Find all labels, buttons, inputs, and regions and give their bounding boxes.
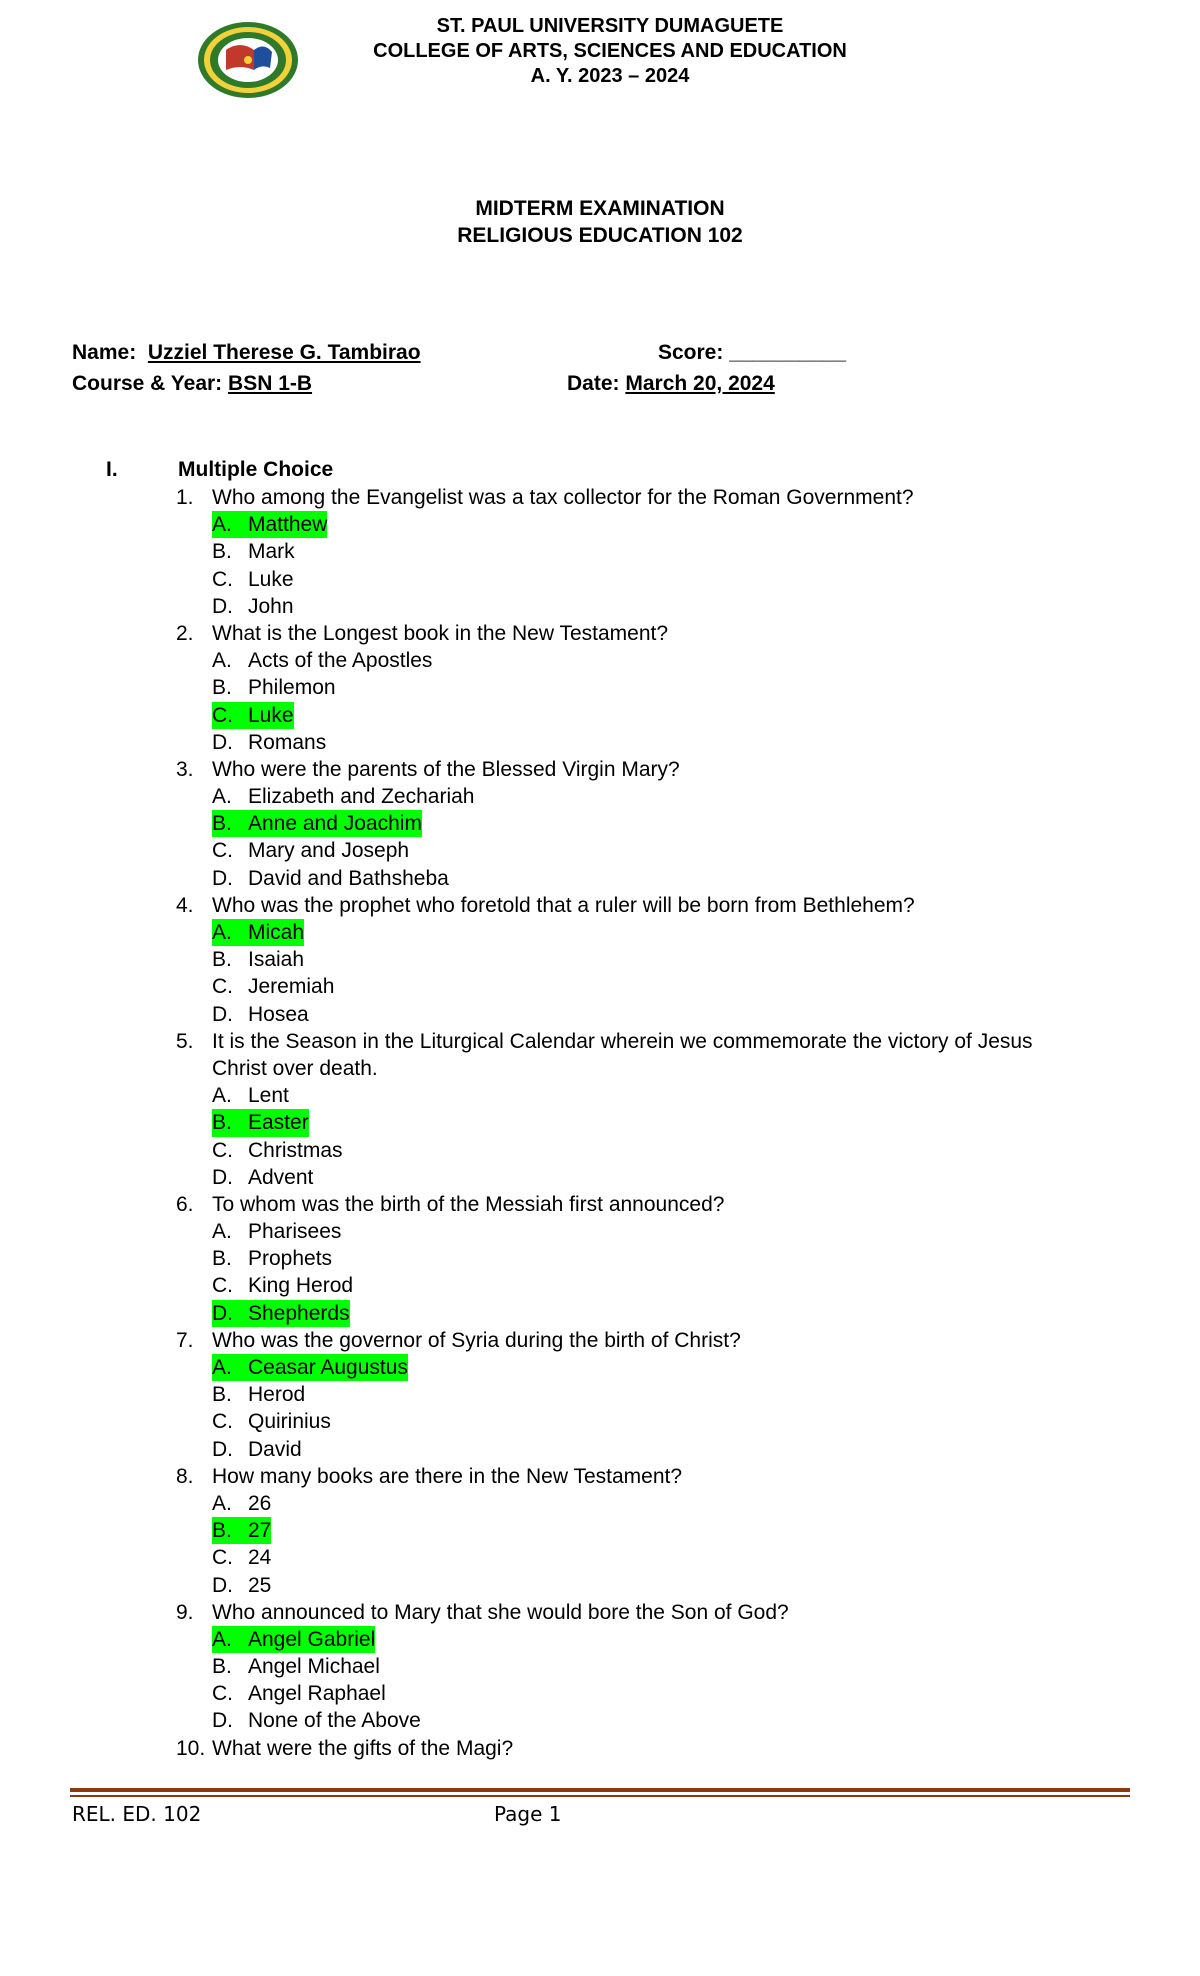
option-letter: C. — [212, 839, 233, 863]
option-letter: A. — [212, 1356, 232, 1380]
option-text: 27 — [248, 1519, 272, 1543]
footer-rule — [70, 1788, 1130, 1792]
option-letter: A. — [212, 1220, 232, 1244]
question-number: 2. — [176, 621, 194, 645]
answer-option — [0, 837, 1200, 864]
question-3 — [0, 756, 1200, 783]
course-label: Course & Year: — [72, 372, 223, 395]
answer-option-line — [212, 593, 294, 620]
option-letter: C. — [212, 567, 233, 591]
question-2 — [0, 620, 1200, 647]
answer-option — [0, 1707, 1200, 1734]
answer-option-line — [212, 1137, 343, 1164]
question-text: Who among the Evangelist was a tax collector for the Roman Government? — [212, 486, 914, 509]
option-letter: B. — [212, 1519, 232, 1543]
option-text: King Herod — [248, 1274, 354, 1298]
exam-title-block — [0, 195, 1200, 249]
option-text: John — [248, 594, 294, 618]
score-label: Score: — [658, 341, 724, 364]
question-number: 10. — [176, 1736, 206, 1760]
option-text: Isaiah — [248, 948, 305, 972]
answer-option-line — [212, 1218, 341, 1245]
answer-option — [0, 1653, 1200, 1680]
course-field — [72, 369, 312, 399]
option-letter: B. — [212, 1383, 232, 1407]
date-value: March 20, 2024 — [625, 372, 775, 395]
answer-option — [0, 919, 1200, 946]
option-letter: D. — [212, 1573, 233, 1597]
question-text: Who was the prophet who foretold that a ruler will be born from Bethlehem? — [212, 893, 915, 917]
selected-answer-highlight — [212, 1354, 408, 1381]
question-number: 6. — [176, 1192, 194, 1216]
option-text: Easter — [248, 1111, 309, 1135]
exam-subject: RELIGIOUS EDUCATION 102 — [457, 224, 743, 247]
option-letter: D. — [212, 594, 233, 618]
option-text: Ceasar Augustus — [248, 1356, 408, 1380]
question-1 — [0, 484, 1200, 511]
answer-option-line — [212, 1572, 271, 1599]
option-text: Acts of the Apostles — [248, 649, 433, 673]
answer-option-line — [212, 1245, 332, 1272]
question-text: To whom was the birth of the Messiah first announced? — [212, 1192, 725, 1216]
option-letter: A. — [212, 1627, 232, 1651]
selected-answer-highlight — [212, 1517, 271, 1544]
answer-option — [0, 1626, 1200, 1653]
answer-option-line — [212, 1490, 271, 1517]
date-field — [567, 369, 775, 399]
option-text: Luke — [248, 567, 294, 591]
option-text: Jeremiah — [248, 975, 335, 999]
option-letter: D. — [212, 866, 233, 890]
answer-option-line — [212, 837, 409, 864]
exam-title: MIDTERM EXAMINATION — [475, 197, 725, 220]
question-number: 5. — [176, 1029, 194, 1053]
answer-option — [0, 1436, 1200, 1463]
answer-option — [0, 1218, 1200, 1245]
answer-option — [0, 1572, 1200, 1599]
question-text: Who was the governor of Syria during the birth of Christ? — [212, 1328, 741, 1352]
answer-option-line — [212, 566, 294, 593]
option-text: Angel Gabriel — [248, 1627, 376, 1651]
name-field — [72, 338, 421, 368]
option-text: Elizabeth and Zechariah — [248, 785, 475, 809]
option-letter: C. — [212, 1546, 233, 1570]
question-number: 9. — [176, 1600, 194, 1624]
answer-option-line — [212, 1164, 313, 1191]
option-letter: A. — [212, 1491, 232, 1515]
option-letter: C. — [212, 1682, 233, 1706]
question-text: Who announced to Mary that she would bore the Son of God? — [212, 1600, 789, 1624]
option-text: None of the Above — [248, 1709, 421, 1733]
selected-answer-highlight — [212, 810, 422, 837]
question-number: 3. — [176, 757, 194, 781]
question-text: What were the gifts of the Magi? — [212, 1736, 514, 1760]
option-letter: B. — [212, 812, 232, 836]
answer-option — [0, 647, 1200, 674]
question-text: Who were the parents of the Blessed Virgin Mary? — [212, 757, 680, 781]
option-text: Micah — [248, 921, 305, 944]
answer-option — [0, 702, 1200, 729]
answer-option — [0, 729, 1200, 756]
option-text: Mary and Joseph — [248, 839, 410, 863]
option-text: Lent — [248, 1084, 289, 1108]
institution-name: ST. PAUL UNIVERSITY DUMAGUETE — [436, 15, 784, 37]
course-value: BSN 1-B — [228, 372, 313, 395]
option-text: 25 — [248, 1573, 272, 1597]
answer-option — [0, 973, 1200, 1000]
answer-option — [0, 1408, 1200, 1435]
institution-header — [330, 14, 890, 89]
question-list — [0, 484, 1200, 1762]
selected-answer-highlight — [212, 511, 327, 538]
score-field — [658, 338, 846, 368]
option-text: 24 — [248, 1546, 272, 1570]
answer-option-line — [212, 674, 336, 701]
answer-option — [0, 783, 1200, 810]
option-letter: B. — [212, 540, 232, 564]
answer-option-line — [212, 1408, 331, 1435]
answer-option — [0, 810, 1200, 837]
question-8 — [0, 1463, 1200, 1490]
option-text: Herod — [248, 1383, 306, 1407]
answer-option — [0, 593, 1200, 620]
question-6 — [0, 1191, 1200, 1218]
option-text: Shepherds — [248, 1301, 350, 1325]
answer-option-line — [212, 946, 304, 973]
option-letter: C. — [212, 975, 233, 999]
answer-option — [0, 1082, 1200, 1109]
section-title: Multiple Choice — [178, 458, 334, 481]
option-text: David — [248, 1437, 302, 1461]
option-letter: D. — [212, 1709, 233, 1733]
footer-rule-thin — [70, 1795, 1130, 1797]
option-letter: C. — [212, 1410, 233, 1434]
answer-option-line — [212, 729, 326, 756]
answer-option — [0, 538, 1200, 565]
answer-option — [0, 946, 1200, 973]
option-letter: B. — [212, 948, 232, 972]
question-number: 7. — [176, 1328, 194, 1352]
option-letter: B. — [212, 676, 232, 700]
answer-option — [0, 1354, 1200, 1381]
option-text: Angel Michael — [248, 1655, 380, 1679]
question-9 — [0, 1599, 1200, 1626]
answer-option — [0, 1137, 1200, 1164]
answer-option — [0, 511, 1200, 538]
answer-option — [0, 1300, 1200, 1327]
question-text: It is the Season in the Liturgical Calendar wherein we commemorate the victory of Jesus Christ over death. — [212, 1029, 1033, 1080]
answer-option-line — [212, 1680, 386, 1707]
option-text: Matthew — [248, 513, 328, 537]
footer-course-code: REL. ED. 102 — [72, 1802, 202, 1826]
question-text: What is the Longest book in the New Testament? — [212, 621, 669, 645]
question-10 — [0, 1735, 1200, 1762]
question-number: 8. — [176, 1464, 194, 1488]
answer-option — [0, 865, 1200, 892]
university-seal-icon — [192, 20, 304, 100]
option-letter: A. — [212, 513, 232, 537]
answer-option-line — [212, 1653, 380, 1680]
option-text: Christmas — [248, 1138, 343, 1162]
question-text: How many books are there in the New Testament? — [212, 1464, 683, 1488]
option-text: Prophets — [248, 1247, 333, 1271]
selected-answer-highlight — [212, 919, 304, 946]
option-text: Angel Raphael — [248, 1682, 386, 1706]
answer-option-line — [212, 1272, 353, 1299]
option-letter: D. — [212, 1002, 233, 1026]
answer-option — [0, 1245, 1200, 1272]
option-text: Hosea — [248, 1002, 309, 1026]
answer-option-line — [212, 647, 432, 674]
answer-option-line — [212, 1001, 309, 1028]
option-text: Luke — [248, 703, 294, 727]
score-value: __________ — [729, 341, 846, 364]
option-text: Advent — [248, 1165, 314, 1189]
answer-option-line — [212, 1436, 302, 1463]
option-letter: C. — [212, 1274, 233, 1298]
option-letter: A. — [212, 921, 232, 944]
option-letter: C. — [212, 1138, 233, 1162]
selected-answer-highlight — [212, 702, 294, 729]
answer-option-line — [212, 1381, 305, 1408]
option-letter: B. — [212, 1247, 232, 1271]
option-letter: A. — [212, 1084, 232, 1108]
answer-option — [0, 1680, 1200, 1707]
answer-option-line — [212, 783, 474, 810]
name-label: Name: — [72, 341, 137, 364]
option-letter: D. — [212, 1437, 233, 1461]
answer-option — [0, 1490, 1200, 1517]
answer-option-line — [212, 1082, 289, 1109]
question-5 — [0, 1028, 1200, 1082]
question-number: 4. — [176, 893, 194, 917]
option-text: Pharisees — [248, 1220, 342, 1244]
option-text: David and Bathsheba — [248, 866, 449, 890]
date-label: Date: — [567, 372, 620, 395]
option-letter: B. — [212, 1655, 232, 1679]
question-4 — [0, 892, 1200, 919]
option-letter: D. — [212, 730, 233, 754]
selected-answer-highlight — [212, 1300, 350, 1327]
question-7 — [0, 1327, 1200, 1354]
answer-option-line — [212, 538, 295, 565]
section-number: I. — [106, 458, 118, 481]
option-letter: D. — [212, 1301, 233, 1325]
answer-option — [0, 1381, 1200, 1408]
answer-option — [0, 674, 1200, 701]
option-letter: C. — [212, 703, 233, 727]
option-letter: A. — [212, 649, 232, 673]
option-letter: A. — [212, 785, 232, 809]
answer-option-line — [212, 973, 334, 1000]
answer-option — [0, 1001, 1200, 1028]
academic-year: A. Y. 2023 – 2024 — [530, 65, 690, 87]
college-name: COLLEGE OF ARTS, SCIENCES AND EDUCATION — [373, 40, 847, 62]
answer-option — [0, 1109, 1200, 1136]
option-text: Anne and Joachim — [248, 812, 422, 836]
option-text: 26 — [248, 1491, 272, 1515]
name-value: Uzziel Therese G. Tambirao — [147, 341, 421, 364]
option-letter: B. — [212, 1111, 232, 1135]
option-text: Quirinius — [248, 1410, 331, 1434]
footer-page-number: Page 1 — [494, 1802, 562, 1826]
selected-answer-highlight — [212, 1109, 309, 1136]
option-text: Mark — [248, 540, 295, 564]
answer-option-line — [212, 1544, 271, 1571]
answer-option — [0, 1272, 1200, 1299]
answer-option — [0, 1164, 1200, 1191]
answer-option — [0, 1517, 1200, 1544]
answer-option — [0, 566, 1200, 593]
option-letter: D. — [212, 1165, 233, 1189]
option-text: Philemon — [248, 676, 336, 700]
answer-option-line — [212, 865, 449, 892]
question-number: 1. — [176, 486, 194, 509]
answer-option — [0, 1544, 1200, 1571]
selected-answer-highlight — [212, 1626, 375, 1653]
answer-option-line — [212, 1707, 421, 1734]
option-text: Romans — [248, 730, 327, 754]
